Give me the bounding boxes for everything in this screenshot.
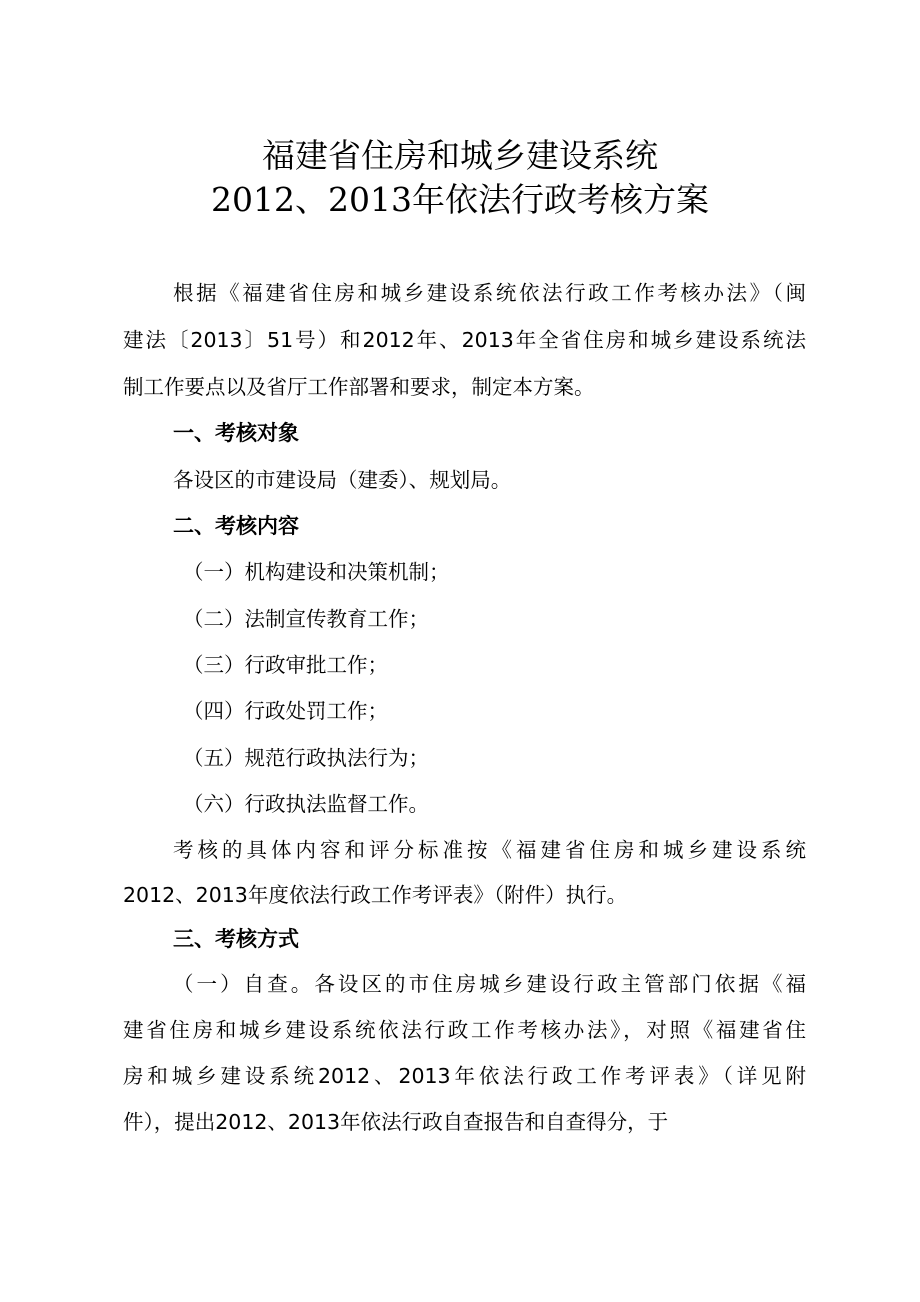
section-text: 2012、2013年度依法行政工作考评表》（附件）执行。	[123, 883, 628, 907]
section-heading: 三、考核方式	[173, 927, 299, 951]
paragraph-line: 建省住房和城乡建设系统依法行政工作考核办法》，对照《福建省住	[123, 1018, 806, 1042]
document-title-line2: 2012、2013年依法行政考核方案	[211, 180, 709, 219]
paragraph-line: （一）自查。各设区的市住房城乡建设行政主管部门依据《福	[173, 972, 806, 996]
list-item: （六）行政执法监督工作。	[183, 792, 429, 816]
list-item: （五）规范行政执法行为；	[183, 746, 429, 770]
intro-line: 建法〔2013〕51号）和2012年、2013年全省住房和城乡建设系统法	[123, 328, 806, 352]
section-text: 考核的具体内容和评分标准按《福建省住房和城乡建设系统	[173, 838, 806, 862]
paragraph-line: 件），提出2012、2013年依法行政自查报告和自查得分，于	[123, 1110, 669, 1134]
section-heading: 一、考核对象	[173, 421, 299, 445]
list-item: （一）机构建设和决策机制；	[183, 560, 450, 584]
section-heading: 二、考核内容	[173, 514, 299, 538]
intro-line: 根据《福建省住房和城乡建设系统依法行政工作考核办法》（闽	[173, 281, 806, 305]
paragraph-line: 房和城乡建设系统2012、2013年依法行政工作考评表》（详见附	[123, 1064, 806, 1088]
section-text: 各设区的市建设局（建委）、规划局。	[173, 468, 512, 492]
list-item: （三）行政审批工作；	[183, 653, 388, 677]
list-item: （四）行政处罚工作；	[183, 699, 388, 723]
list-item: （二）法制宣传教育工作；	[183, 607, 429, 631]
document-title-line1: 福建省住房和城乡建设系统	[262, 136, 658, 175]
intro-line: 制工作要点以及省厅工作部署和要求，制定本方案。	[123, 375, 595, 399]
